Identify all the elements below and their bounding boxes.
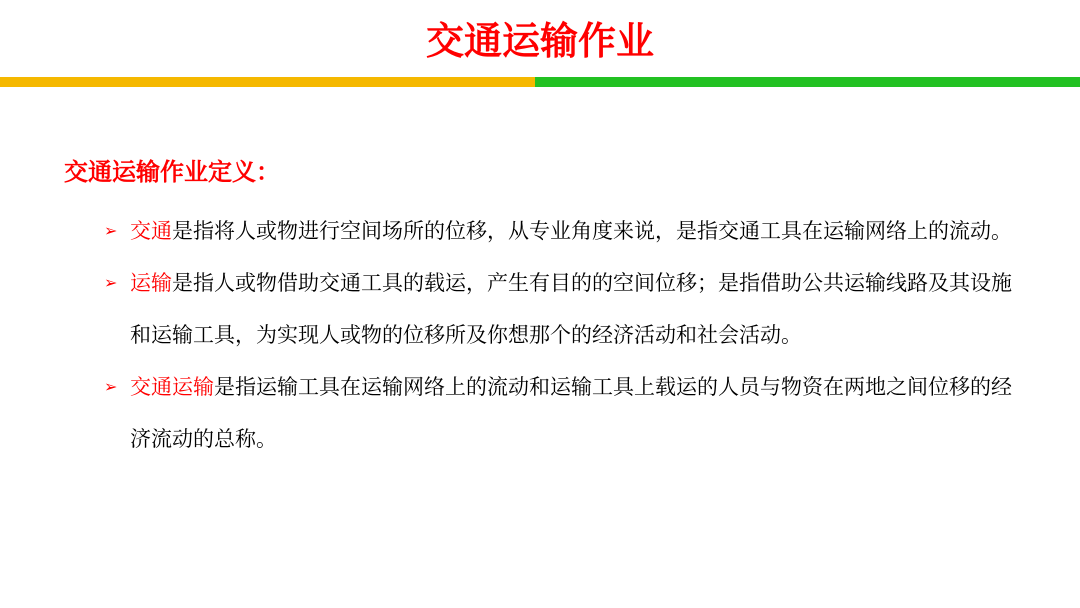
title-underline-yellow [0,77,535,87]
list-item [104,205,1024,257]
list-item [104,257,1024,361]
definition-text: 是指运输工具在运输网络上的流动和运输工具上载运的人员与物资在两地之间位移的经济流动的总称。 [130,375,1012,451]
section-heading: 交通运输作业定义： [64,158,280,186]
title-underline-green [535,77,1080,87]
arrow-bullet-icon: ➢ [104,377,118,396]
definition-list [104,205,1024,465]
term: 运输 [130,271,172,295]
list-item [104,361,1024,465]
arrow-bullet-icon: ➢ [104,273,118,292]
slide-title: 交通运输作业 [425,19,654,63]
definition-text: 是指将人或物进行空间场所的位移，从专业角度来说，是指交通工具在运输网络上的流动。 [172,219,1012,243]
term: 交通运输 [130,375,214,399]
term: 交通 [130,219,172,243]
arrow-bullet-icon: ➢ [104,221,118,240]
definition-text: 是指人或物借助交通工具的载运，产生有目的的空间位移；是指借助公共运输线路及其设施和运输工具，为实现人或物的位移所及你想那个的经济活动和社会活动。 [130,271,1012,347]
